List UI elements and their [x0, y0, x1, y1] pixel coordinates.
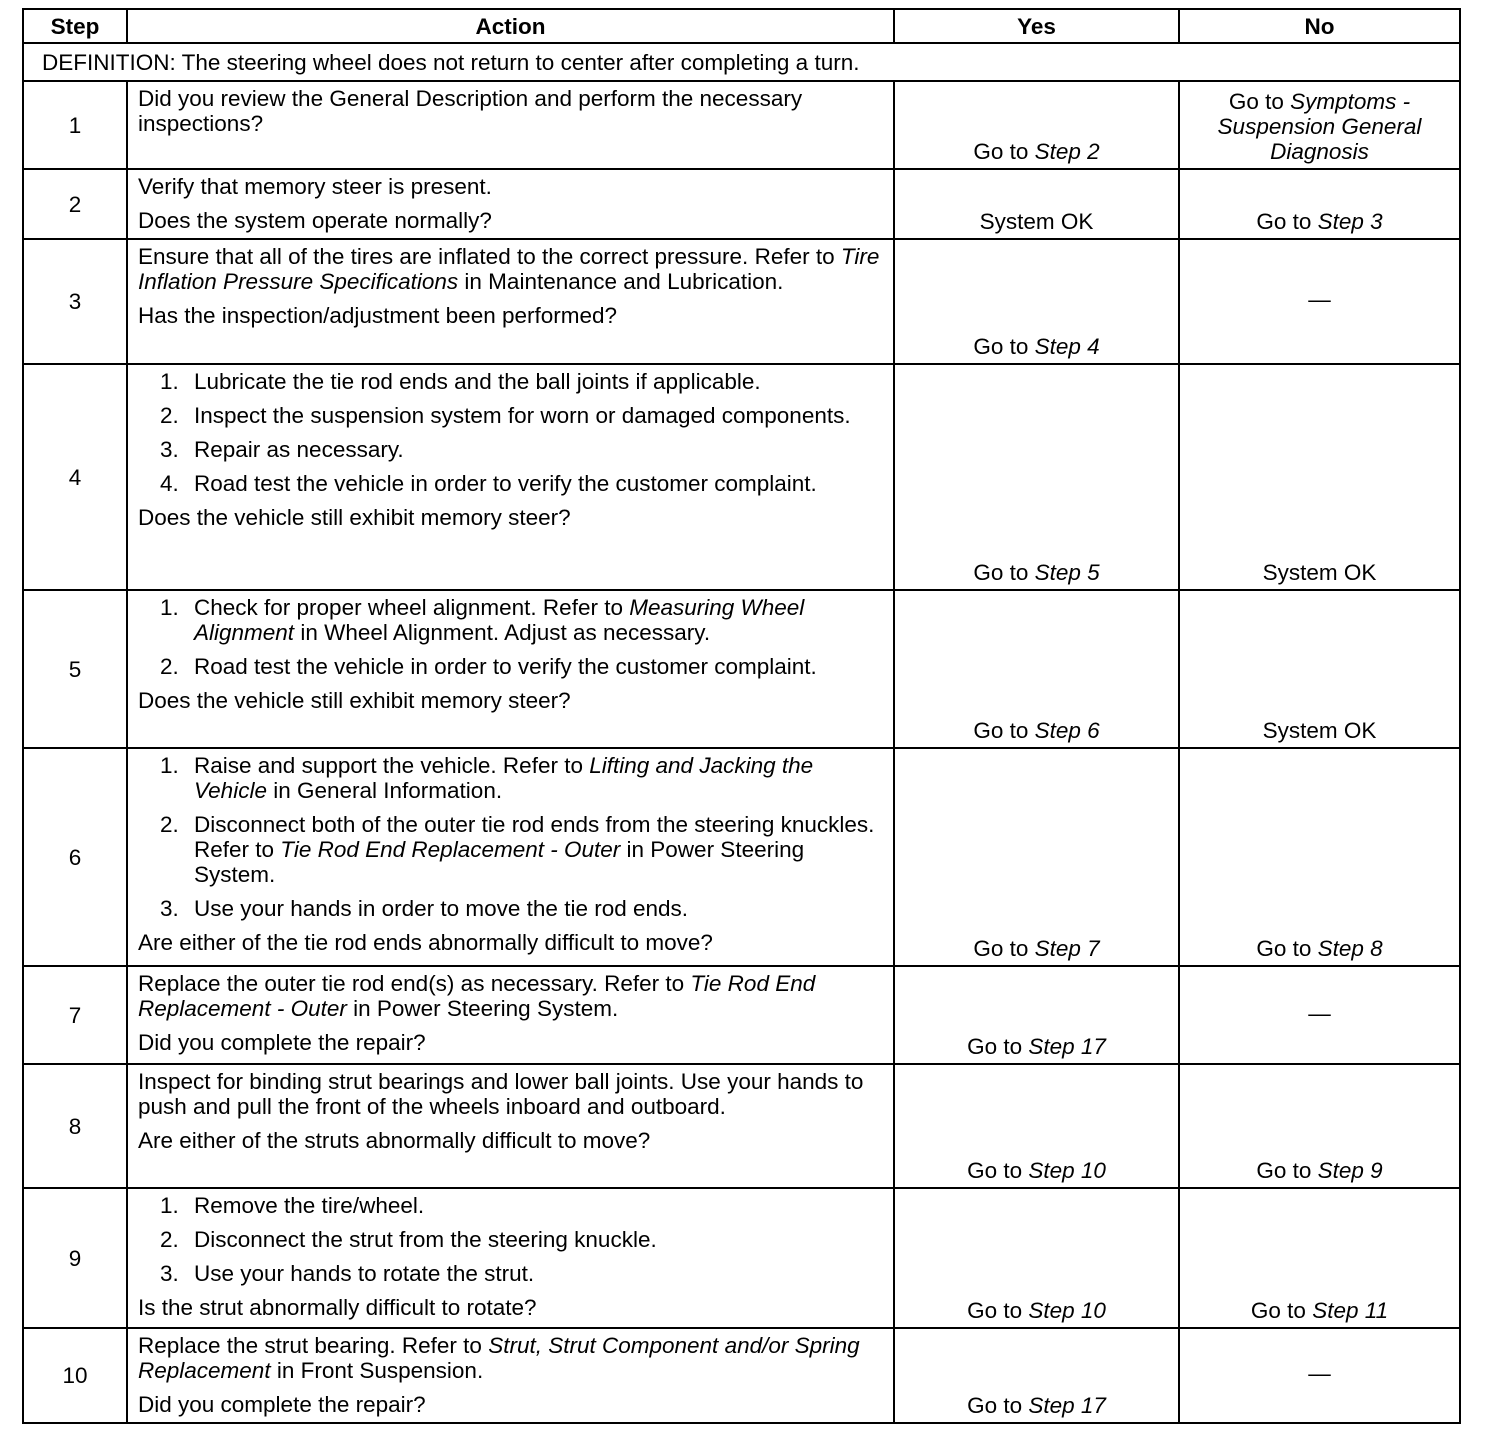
- action-paragraph: [138, 244, 883, 294]
- no-result: [1179, 1328, 1460, 1423]
- step-number: 6: [23, 748, 127, 966]
- action-list-item: [160, 369, 883, 394]
- action-question: [138, 208, 883, 233]
- text: Replace the strut bearing. Refer to: [138, 1333, 489, 1358]
- yes-result: [894, 590, 1179, 748]
- no-result: [1179, 966, 1460, 1064]
- list-text: [194, 654, 817, 679]
- action-list-item: [160, 1227, 883, 1252]
- action-list-item: [160, 1193, 883, 1218]
- header-row: [23, 9, 1460, 43]
- action-cell: [127, 1064, 894, 1188]
- action-question: [138, 930, 883, 955]
- action-cell: [127, 966, 894, 1064]
- reference-text: Symptoms - Suspension General Diagnosis: [1217, 89, 1422, 164]
- action-cell: [127, 1328, 894, 1423]
- text: in General Information.: [266, 778, 503, 803]
- text: Ensure that all of the tires are inflated to the correct pressure. Refer to: [138, 244, 841, 269]
- text: Inspect the suspension system for worn or damaged components.: [194, 403, 851, 428]
- step-row: [23, 748, 1460, 966]
- text: Did you complete the repair?: [138, 1030, 426, 1055]
- text: Go to: [973, 334, 1035, 359]
- text: Lubricate the tie rod ends and the ball joints if applicable.: [194, 369, 761, 394]
- action-list-item: [160, 1261, 883, 1286]
- reference-text: Step 2: [1034, 139, 1100, 164]
- list-number: 3.: [160, 437, 179, 462]
- action-paragraph: [138, 971, 883, 1021]
- list-number: 1.: [160, 369, 179, 394]
- definition-text: DEFINITION: The steering wheel does not return to center after completing a turn.: [23, 43, 1460, 81]
- text: Road test the vehicle in order to verify the customer complaint.: [194, 654, 817, 679]
- text: Go to: [973, 139, 1035, 164]
- action-cell: [127, 364, 894, 590]
- action-list-item: [160, 753, 883, 803]
- header-step: Step: [23, 9, 127, 43]
- no-result: [1179, 364, 1460, 590]
- list-number: 2.: [160, 654, 179, 679]
- text: —: [1308, 1361, 1331, 1386]
- action-list-item: [160, 437, 883, 462]
- reference-text: Step 10: [1028, 1158, 1106, 1183]
- text: Go to: [973, 718, 1035, 743]
- action-question: [138, 1392, 883, 1417]
- action-question: [138, 688, 883, 713]
- action-list-item: [160, 654, 883, 679]
- no-result: [1179, 169, 1460, 239]
- action-cell: [127, 239, 894, 364]
- step-row: [23, 1328, 1460, 1423]
- text: in Front Suspension.: [270, 1358, 484, 1383]
- action-cell: [127, 169, 894, 239]
- action-question: [138, 303, 883, 328]
- reference-text: Step 5: [1034, 560, 1100, 585]
- text: Repair as necessary.: [194, 437, 404, 462]
- step-number: 4: [23, 364, 127, 590]
- step-number: 9: [23, 1188, 127, 1328]
- text: System OK: [1262, 560, 1377, 585]
- text: in Maintenance and Lubrication.: [458, 269, 784, 294]
- text: Go to: [967, 1393, 1029, 1418]
- step-number: 1: [23, 81, 127, 169]
- action-paragraph: [138, 174, 883, 199]
- action-cell: [127, 748, 894, 966]
- no-result: [1179, 81, 1460, 169]
- list-number: 2.: [160, 812, 179, 837]
- step-number: 3: [23, 239, 127, 364]
- reference-text: Step 7: [1034, 936, 1100, 961]
- action-list-item: [160, 403, 883, 428]
- list-text: [194, 1193, 424, 1218]
- action-cell: [127, 81, 894, 169]
- header-no: No: [1179, 9, 1460, 43]
- text: Replace the outer tie rod end(s) as necessary. Refer to: [138, 971, 691, 996]
- yes-result: [894, 966, 1179, 1064]
- reference-text: Step 6: [1034, 718, 1100, 743]
- action-question: [138, 86, 883, 136]
- text: in Power Steering System.: [194, 837, 805, 887]
- step-row: [23, 1064, 1460, 1188]
- text: Go to: [967, 1158, 1029, 1183]
- reference-text: Tie Rod End Replacement - Outer: [280, 837, 621, 862]
- action-paragraph: [138, 1069, 883, 1119]
- yes-result: [894, 748, 1179, 966]
- text: Go to: [1256, 209, 1318, 234]
- header-action: Action: [127, 9, 894, 43]
- step-number: 7: [23, 966, 127, 1064]
- list-number: 1.: [160, 595, 179, 620]
- action-cell: [127, 590, 894, 748]
- text: Disconnect the strut from the steering knuckle.: [194, 1227, 657, 1252]
- text: Verify that memory steer is present.: [138, 174, 492, 199]
- yes-result: [894, 1064, 1179, 1188]
- step-row: [23, 169, 1460, 239]
- text: Use your hands to rotate the strut.: [194, 1261, 535, 1286]
- text: Did you review the General Description and perform the necessary inspections?: [138, 86, 803, 136]
- yes-result: [894, 1328, 1179, 1423]
- text: Raise and support the vehicle. Refer to: [194, 753, 590, 778]
- text: Does the vehicle still exhibit memory steer?: [138, 688, 571, 713]
- text: in Power Steering System.: [346, 996, 619, 1021]
- step-row: [23, 590, 1460, 748]
- reference-text: Measuring Wheel Alignment: [194, 595, 805, 645]
- action-list-item: [160, 896, 883, 921]
- list-text: [194, 437, 404, 462]
- action-list-item: [160, 595, 883, 645]
- reference-text: Step 11: [1312, 1298, 1389, 1323]
- no-result: [1179, 1064, 1460, 1188]
- definition-row: [23, 43, 1460, 81]
- action-paragraph: [138, 1333, 883, 1383]
- text: —: [1308, 1000, 1331, 1026]
- text: Go to: [973, 936, 1035, 961]
- reference-text: Lifting and Jacking the Vehicle: [194, 753, 814, 803]
- text: System OK: [979, 209, 1094, 234]
- text: Are either of the tie rod ends abnormally difficult to move?: [138, 930, 713, 955]
- list-number: 2.: [160, 403, 179, 428]
- action-question: [138, 1295, 883, 1320]
- reference-text: Step 8: [1317, 936, 1383, 961]
- step-number: 5: [23, 590, 127, 748]
- yes-result: [894, 169, 1179, 239]
- step-row: [23, 239, 1460, 364]
- reference-text: Tire Inflation Pressure Specifications: [138, 244, 880, 294]
- step-row: [23, 81, 1460, 169]
- reference-text: Step 17: [1028, 1034, 1106, 1059]
- text: Did you complete the repair?: [138, 1392, 426, 1417]
- list-text: [194, 753, 883, 803]
- text: Use your hands in order to move the tie rod ends.: [194, 896, 689, 921]
- text: Go to: [967, 1298, 1029, 1323]
- list-text: [194, 1261, 534, 1286]
- step-row: [23, 364, 1460, 590]
- list-text: [194, 369, 761, 394]
- list-number: 3.: [160, 1261, 179, 1286]
- diagnostic-table: [22, 8, 1461, 1424]
- list-text: [194, 1227, 657, 1252]
- text: —: [1308, 287, 1331, 312]
- step-number: 10: [23, 1328, 127, 1423]
- text: Does the system operate normally?: [138, 208, 492, 233]
- text: Go to: [1256, 1158, 1318, 1183]
- header-yes: Yes: [894, 9, 1179, 43]
- action-question: [138, 505, 883, 530]
- text: Go to: [967, 1034, 1029, 1059]
- list-text: [194, 896, 688, 921]
- reference-text: Step 17: [1028, 1393, 1106, 1418]
- step-row: [23, 1188, 1460, 1328]
- list-text: [194, 595, 883, 645]
- yes-result: [894, 1188, 1179, 1328]
- list-text: [194, 812, 883, 887]
- yes-result: [894, 81, 1179, 169]
- no-result: [1179, 748, 1460, 966]
- text: Has the inspection/adjustment been performed?: [138, 303, 618, 328]
- step-number: 8: [23, 1064, 127, 1188]
- text: Go to: [1256, 936, 1318, 961]
- yes-result: [894, 239, 1179, 364]
- action-cell: [127, 1188, 894, 1328]
- text: Are either of the struts abnormally difficult to move?: [138, 1128, 651, 1153]
- reference-text: Strut, Strut Component and/or Spring Replacement: [138, 1333, 860, 1383]
- step-row: [23, 966, 1460, 1064]
- text: Is the strut abnormally difficult to rotate?: [138, 1295, 537, 1320]
- reference-text: Tie Rod End Replacement - Outer: [138, 971, 816, 1021]
- text: Does the vehicle still exhibit memory steer?: [138, 505, 571, 530]
- action-question: [138, 1128, 883, 1153]
- no-result: [1179, 590, 1460, 748]
- list-number: 1.: [160, 1193, 179, 1218]
- list-text: [194, 403, 851, 428]
- reference-text: Step 9: [1317, 1158, 1383, 1183]
- list-number: 1.: [160, 753, 179, 778]
- text: Road test the vehicle in order to verify the customer complaint.: [194, 471, 817, 496]
- text: in Wheel Alignment. Adjust as necessary.: [294, 620, 711, 645]
- action-question: [138, 1030, 883, 1055]
- no-result: [1179, 239, 1460, 364]
- text: Go to: [973, 560, 1035, 585]
- step-number: 2: [23, 169, 127, 239]
- text: System OK: [1262, 718, 1377, 743]
- list-number: 3.: [160, 896, 179, 921]
- text: Disconnect both of the outer tie rod ends from the steering knuckles. Refer to: [194, 812, 875, 862]
- list-number: 2.: [160, 1227, 179, 1252]
- reference-text: Step 10: [1028, 1298, 1106, 1323]
- text: Check for proper wheel alignment. Refer to: [194, 595, 630, 620]
- reference-text: Step 3: [1317, 209, 1383, 234]
- reference-text: Step 4: [1034, 334, 1100, 359]
- action-list-item: [160, 812, 883, 887]
- text: Inspect for binding strut bearings and lower ball joints. Use your hands to push and pull the front of the wheels inboard and outboard.: [138, 1069, 864, 1119]
- no-result: [1179, 1188, 1460, 1328]
- list-text: [194, 471, 817, 496]
- list-number: 4.: [160, 471, 179, 496]
- action-list-item: [160, 471, 883, 496]
- text: Go to: [1250, 1298, 1313, 1323]
- yes-result: [894, 364, 1179, 590]
- text: Remove the tire/wheel.: [194, 1193, 425, 1218]
- text: Go to: [1228, 89, 1291, 114]
